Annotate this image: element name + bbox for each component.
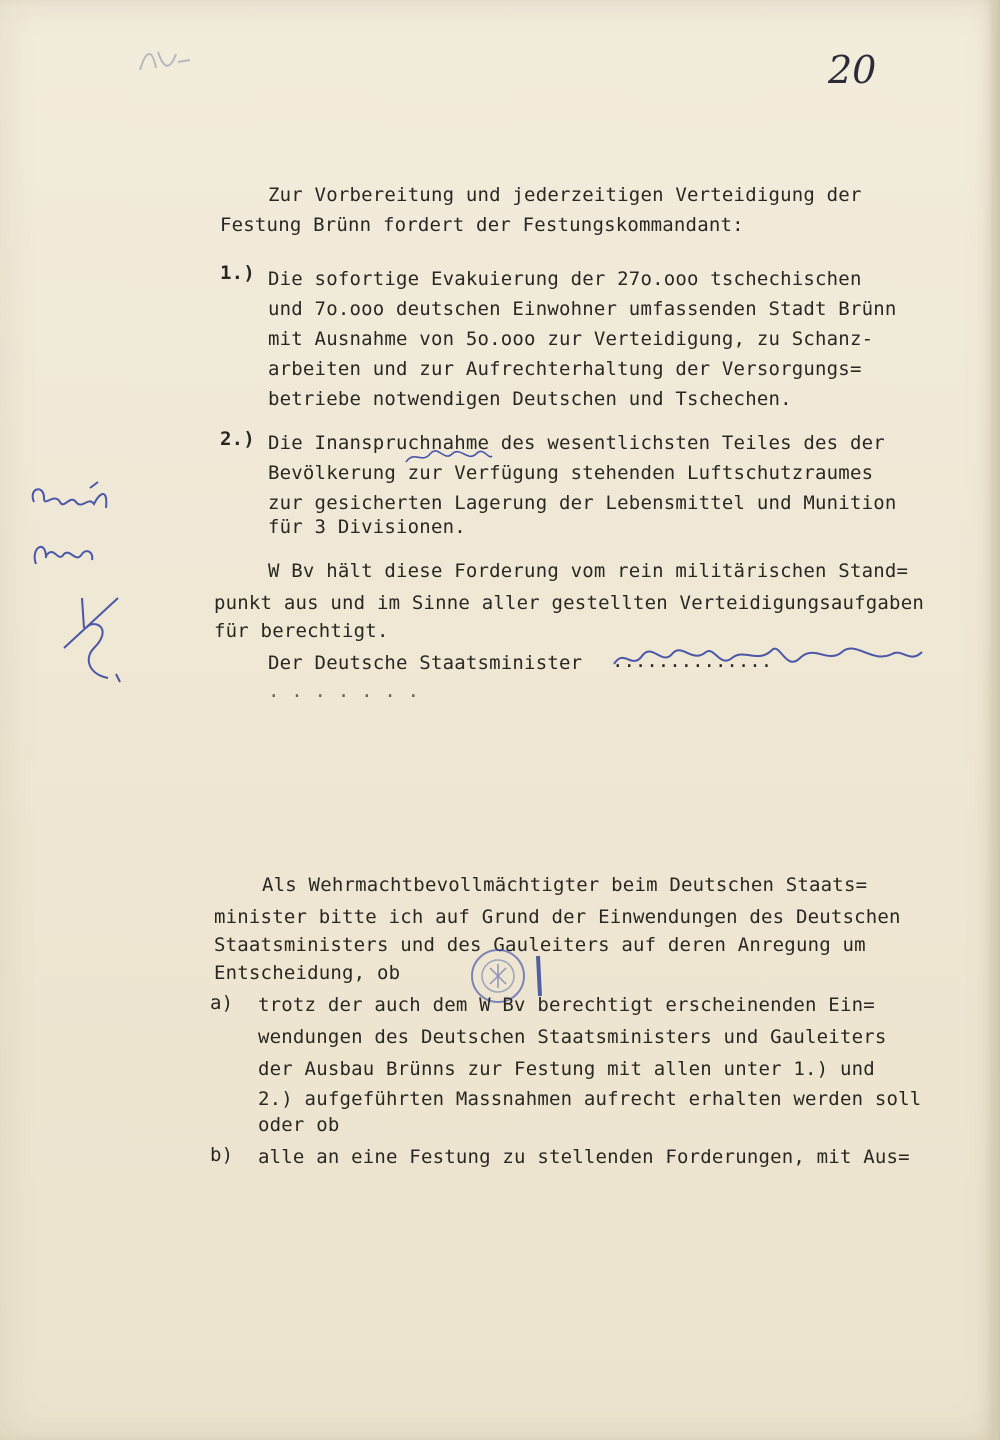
option-a-line-4: 2.) aufgeführten Massnahmen aufrecht erhalten werden soll bbox=[258, 1088, 922, 1110]
handwritten-insertion-icon bbox=[404, 446, 494, 468]
margin-annotations-icon bbox=[24, 478, 144, 698]
option-a-line-3: der Ausbau Brünns zur Festung mit allen unter 1.) und bbox=[258, 1058, 875, 1080]
intro-line-2: Festung Brünn fordert der Festungskommandant: bbox=[220, 214, 744, 236]
request-line-1: Als Wehrmachtbevollmächtigter beim Deutschen Staats= bbox=[262, 874, 868, 896]
page-edge bbox=[990, 0, 1000, 1440]
item-2-line-2: Bevölkerung zur Verfügung stehenden Luftschutzraumes bbox=[268, 462, 874, 484]
item-2-line-3: zur gesicherten Lagerung der Lebensmittel und Munition bbox=[268, 492, 897, 514]
option-a-line-5: oder ob bbox=[258, 1114, 340, 1136]
item-2-line-4: für 3 Divisionen. bbox=[268, 516, 466, 538]
wbv-line-2: punkt aus und im Sinne aller gestellten Verteidigungsaufgaben bbox=[214, 592, 924, 614]
item-1-line-5: betriebe notwendigen Deutschen und Tschechen. bbox=[268, 388, 792, 410]
wbv-line-3: für berechtigt. bbox=[214, 620, 389, 642]
intro-line-1: Zur Vorbereitung und jederzeitigen Verteidigung der bbox=[268, 184, 862, 206]
item-1-marker: 1.) bbox=[220, 262, 255, 284]
option-b-marker: b) bbox=[210, 1144, 234, 1166]
option-a-line-2: wendungen des Deutschen Staatsministers und Gauleiters bbox=[258, 1026, 887, 1048]
request-line-2: minister bitte ich auf Grund der Einwendungen des Deutschen bbox=[214, 906, 901, 928]
minister-line: Der Deutsche Staatsminister bbox=[268, 652, 583, 674]
request-line-3: Staatsministers und des Gauleiters auf deren Anregung um bbox=[214, 934, 866, 956]
request-line-4: Entscheidung, ob bbox=[214, 962, 401, 984]
item-1-line-3: mit Ausnahme von 5o.ooo zur Verteidigung, zu Schanz- bbox=[268, 328, 874, 350]
item-1-line-4: arbeiten und zur Aufrechterhaltung der Versorgungs= bbox=[268, 358, 862, 380]
pencil-mark-icon bbox=[136, 40, 196, 80]
item-2-line-1: Die Inanspruchnahme des wesentlichsten Teiles des der bbox=[268, 432, 885, 454]
wbv-line-1: W Bv hält diese Forderung vom rein militärischen Stand= bbox=[268, 560, 909, 582]
item-2-marker: 2.) bbox=[220, 428, 255, 450]
signature-scribble-icon bbox=[610, 634, 930, 678]
signature-dots: .............. bbox=[612, 650, 773, 672]
option-b-line-1: alle an eine Festung zu stellenden Forderungen, mit Aus= bbox=[258, 1146, 910, 1168]
option-a-line-1: trotz der auch dem W Bv berechtigt erscheinenden Ein= bbox=[258, 994, 875, 1016]
option-a-marker: a) bbox=[210, 992, 234, 1014]
page-number: 20 bbox=[828, 48, 877, 92]
dots-line: . . . . . . . bbox=[268, 680, 420, 702]
item-1-line-2: und 7o.ooo deutschen Einwohner umfassenden Stadt Brünn bbox=[268, 298, 897, 320]
item-1-line-1: Die sofortige Evakuierung der 27o.ooo tschechischen bbox=[268, 268, 862, 290]
